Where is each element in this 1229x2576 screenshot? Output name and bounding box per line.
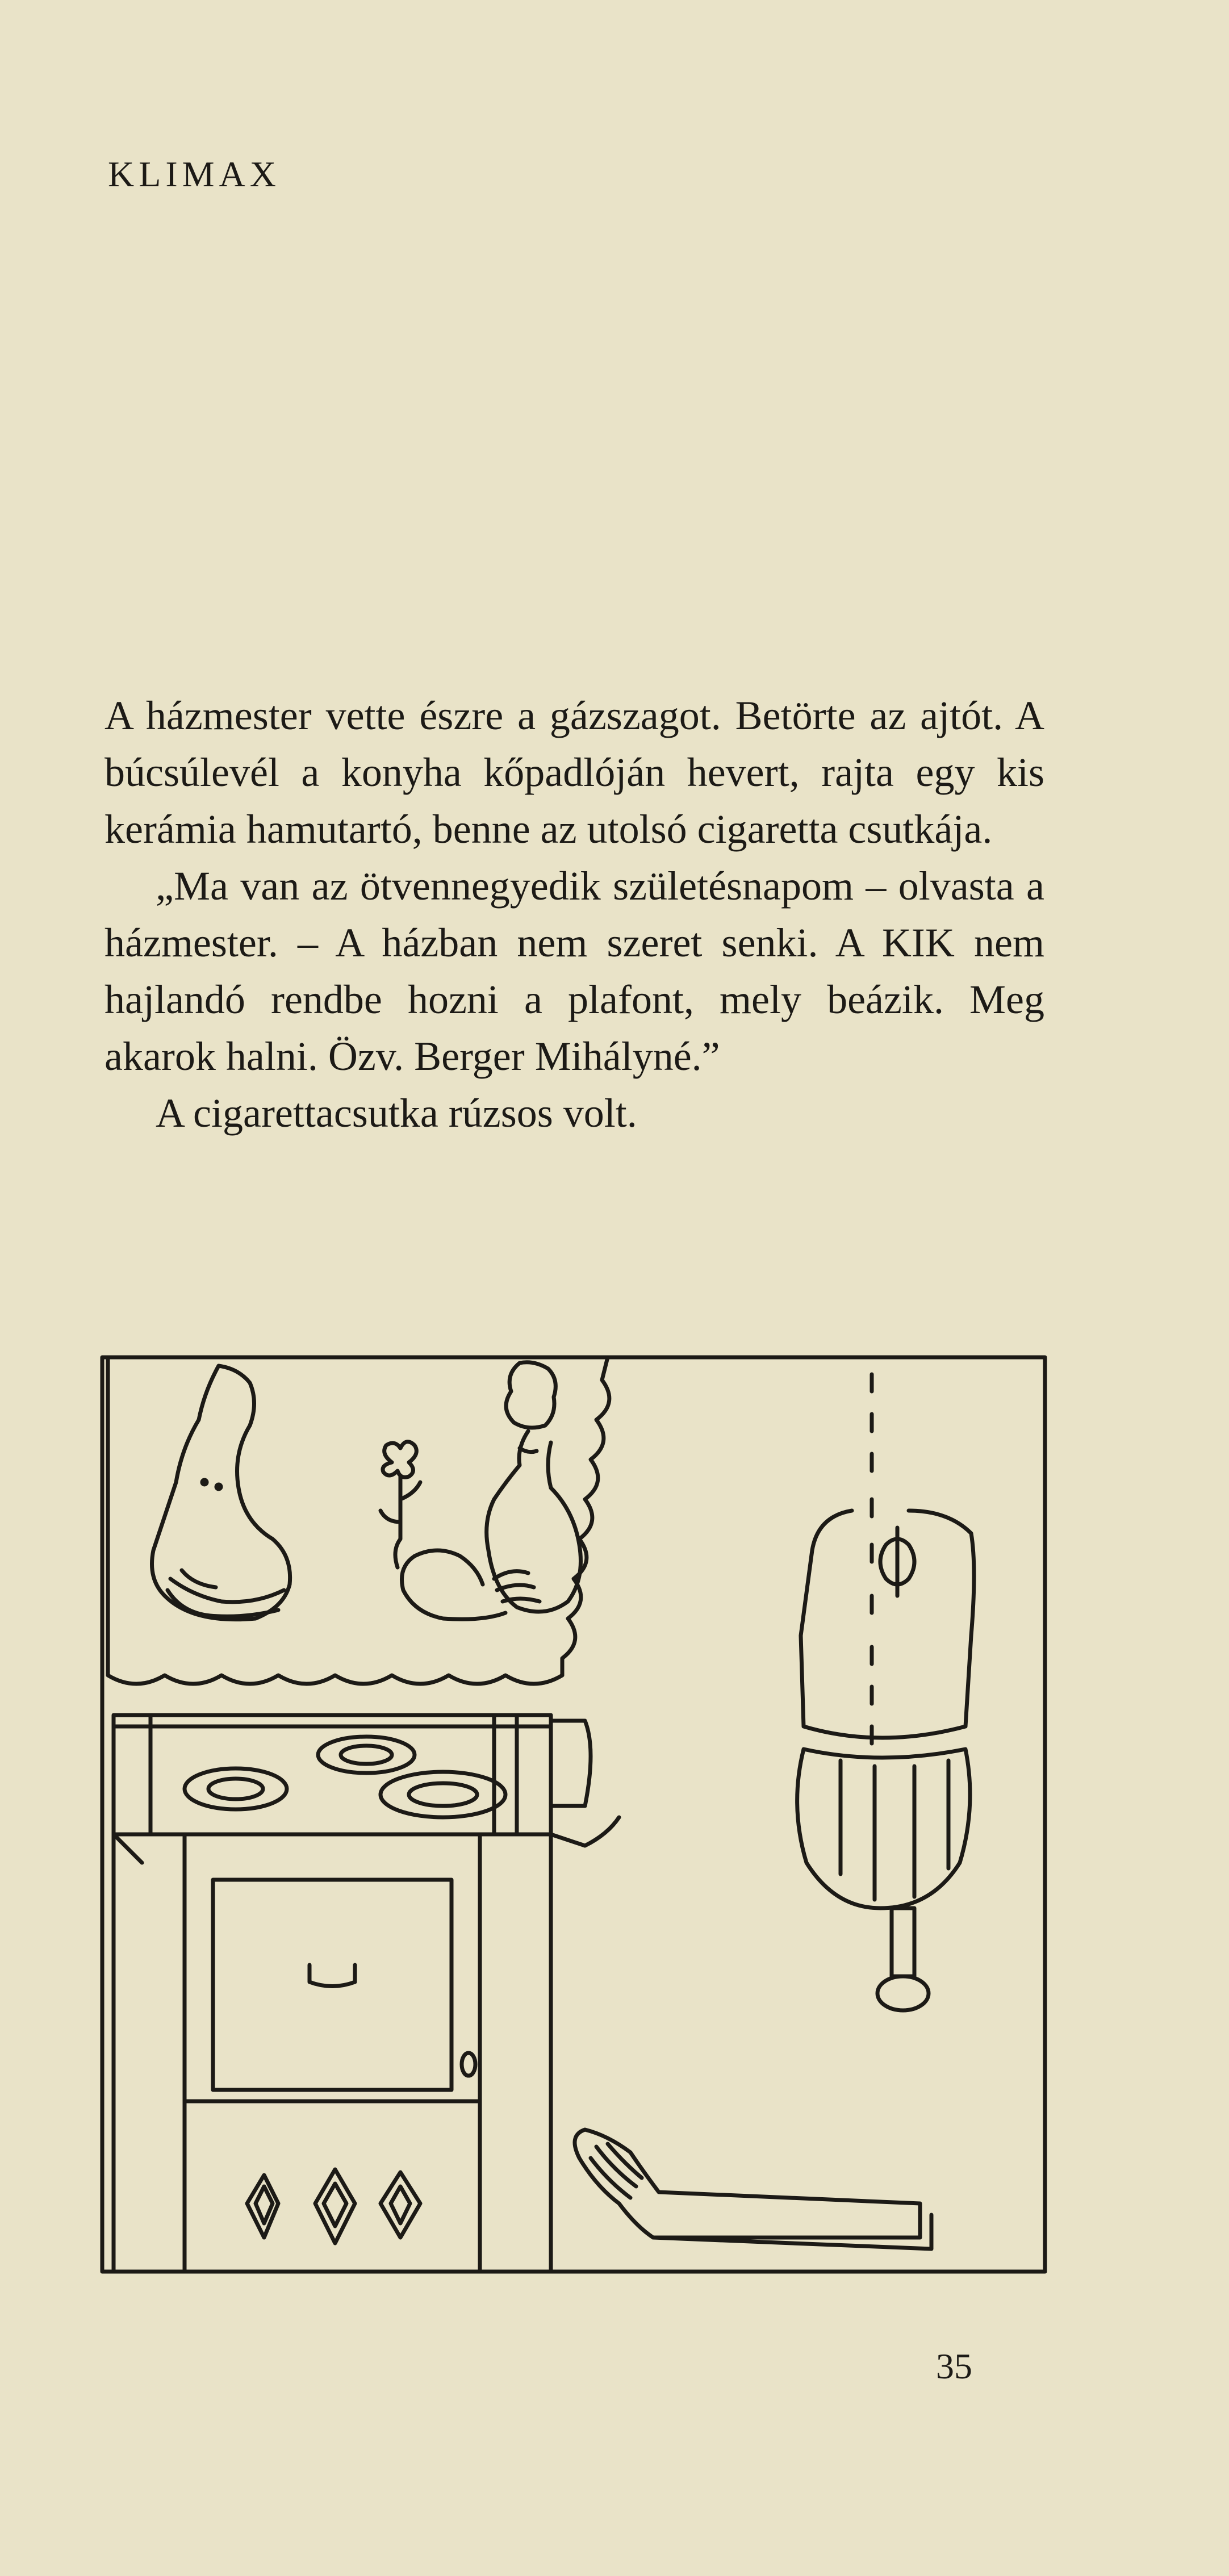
figure-right-icon <box>402 1362 581 1620</box>
paragraph-2: „Ma van az ötvennegyedik születésnapom – olvasta a házmester. – A házban nem szeret senki. A KIK nem hajlandó rendbe hozni a plafont, mely beázik. Meg akarok halni. Özv. Berger Mihályné.” <box>104 863 1044 1079</box>
flower-icon <box>381 1442 420 1567</box>
kitchen-line-drawing-icon <box>97 1352 1051 2283</box>
figure-left-icon <box>152 1366 290 1620</box>
page-number: 35 <box>936 2346 972 2386</box>
story-text <box>104 687 1044 1141</box>
water-heater-icon <box>797 1511 974 2010</box>
chapter-title: KLIMAX <box>108 154 281 194</box>
frame-icon <box>102 1357 1045 2272</box>
paragraph-1: A házmester vette észre a gázszagot. Betörte az ajtót. A búcsúlevél a konyha kőpadlóján hevert, rajta egy kis kerámia hamutartó, benne az utolsó cigaretta csutkája. <box>104 693 1044 852</box>
paragraph-3: A cigarettacsutka rúzsos volt. <box>156 1090 637 1136</box>
stove-icon <box>114 1715 619 2272</box>
legs-icon <box>575 2130 931 2249</box>
shelf-curtain-icon <box>108 1357 609 1684</box>
